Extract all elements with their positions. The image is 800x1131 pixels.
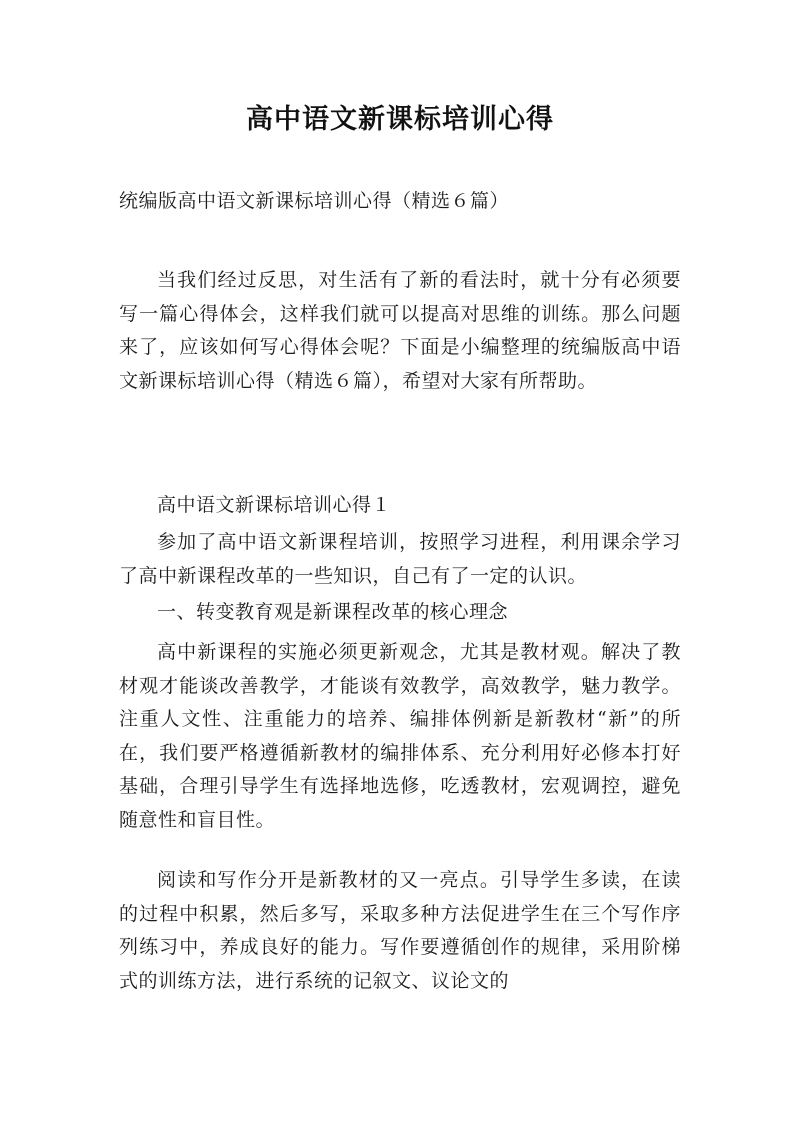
document-title: 高中语文新课标培训心得 bbox=[246, 104, 554, 135]
article-heading: 高中语文新课标培训心得１ bbox=[157, 494, 392, 516]
article-paragraph-2: 高中新课程的实施必须更新观念，尤其是教材观。解决了教材观才能谈改善教学，才能谈有效教学，高效教学，魅力教学。注重人文性、注重能力的培养、编排体例新是新教材“新”的所在，我们要严格遵循新教材的编排体系、充分利用好必修本打好基础，合理引导学生有选择地选修，吃透教材，宏观调控，避免随意性和盲目性。 bbox=[119, 641, 681, 831]
document-subtitle: 统编版高中语文新课标培训心得（精选６篇） bbox=[119, 190, 510, 212]
intro-paragraph: 当我们经过反思，对生活有了新的看法时，就十分有必须要写一篇心得体会，这样我们就可以提高对思维的训练。那么问题来了，应该如何写心得体会呢？下面是小编整理的统编版高中语文新课标培训心得（精选６篇），希望对大家有所帮助。 bbox=[119, 269, 681, 392]
article-paragraph-1: 参加了高中语文新课程培训，按照学习进程，利用课余学习了高中新课程改革的一些知识，自己有了一定的认识。 bbox=[119, 531, 681, 587]
section-title: 一、转变教育观是新课程改革的核心理念 bbox=[157, 601, 509, 623]
article-paragraph-3: 阅读和写作分开是新教材的又一亮点。引导学生多读，在读的过程中积累，然后多写，采取多种方法促进学生在三个写作序列练习中，养成良好的能力。写作要遵循创作的规律，采用阶梯式的训练方法，进行系统的记叙文、议论文的 bbox=[119, 869, 681, 992]
